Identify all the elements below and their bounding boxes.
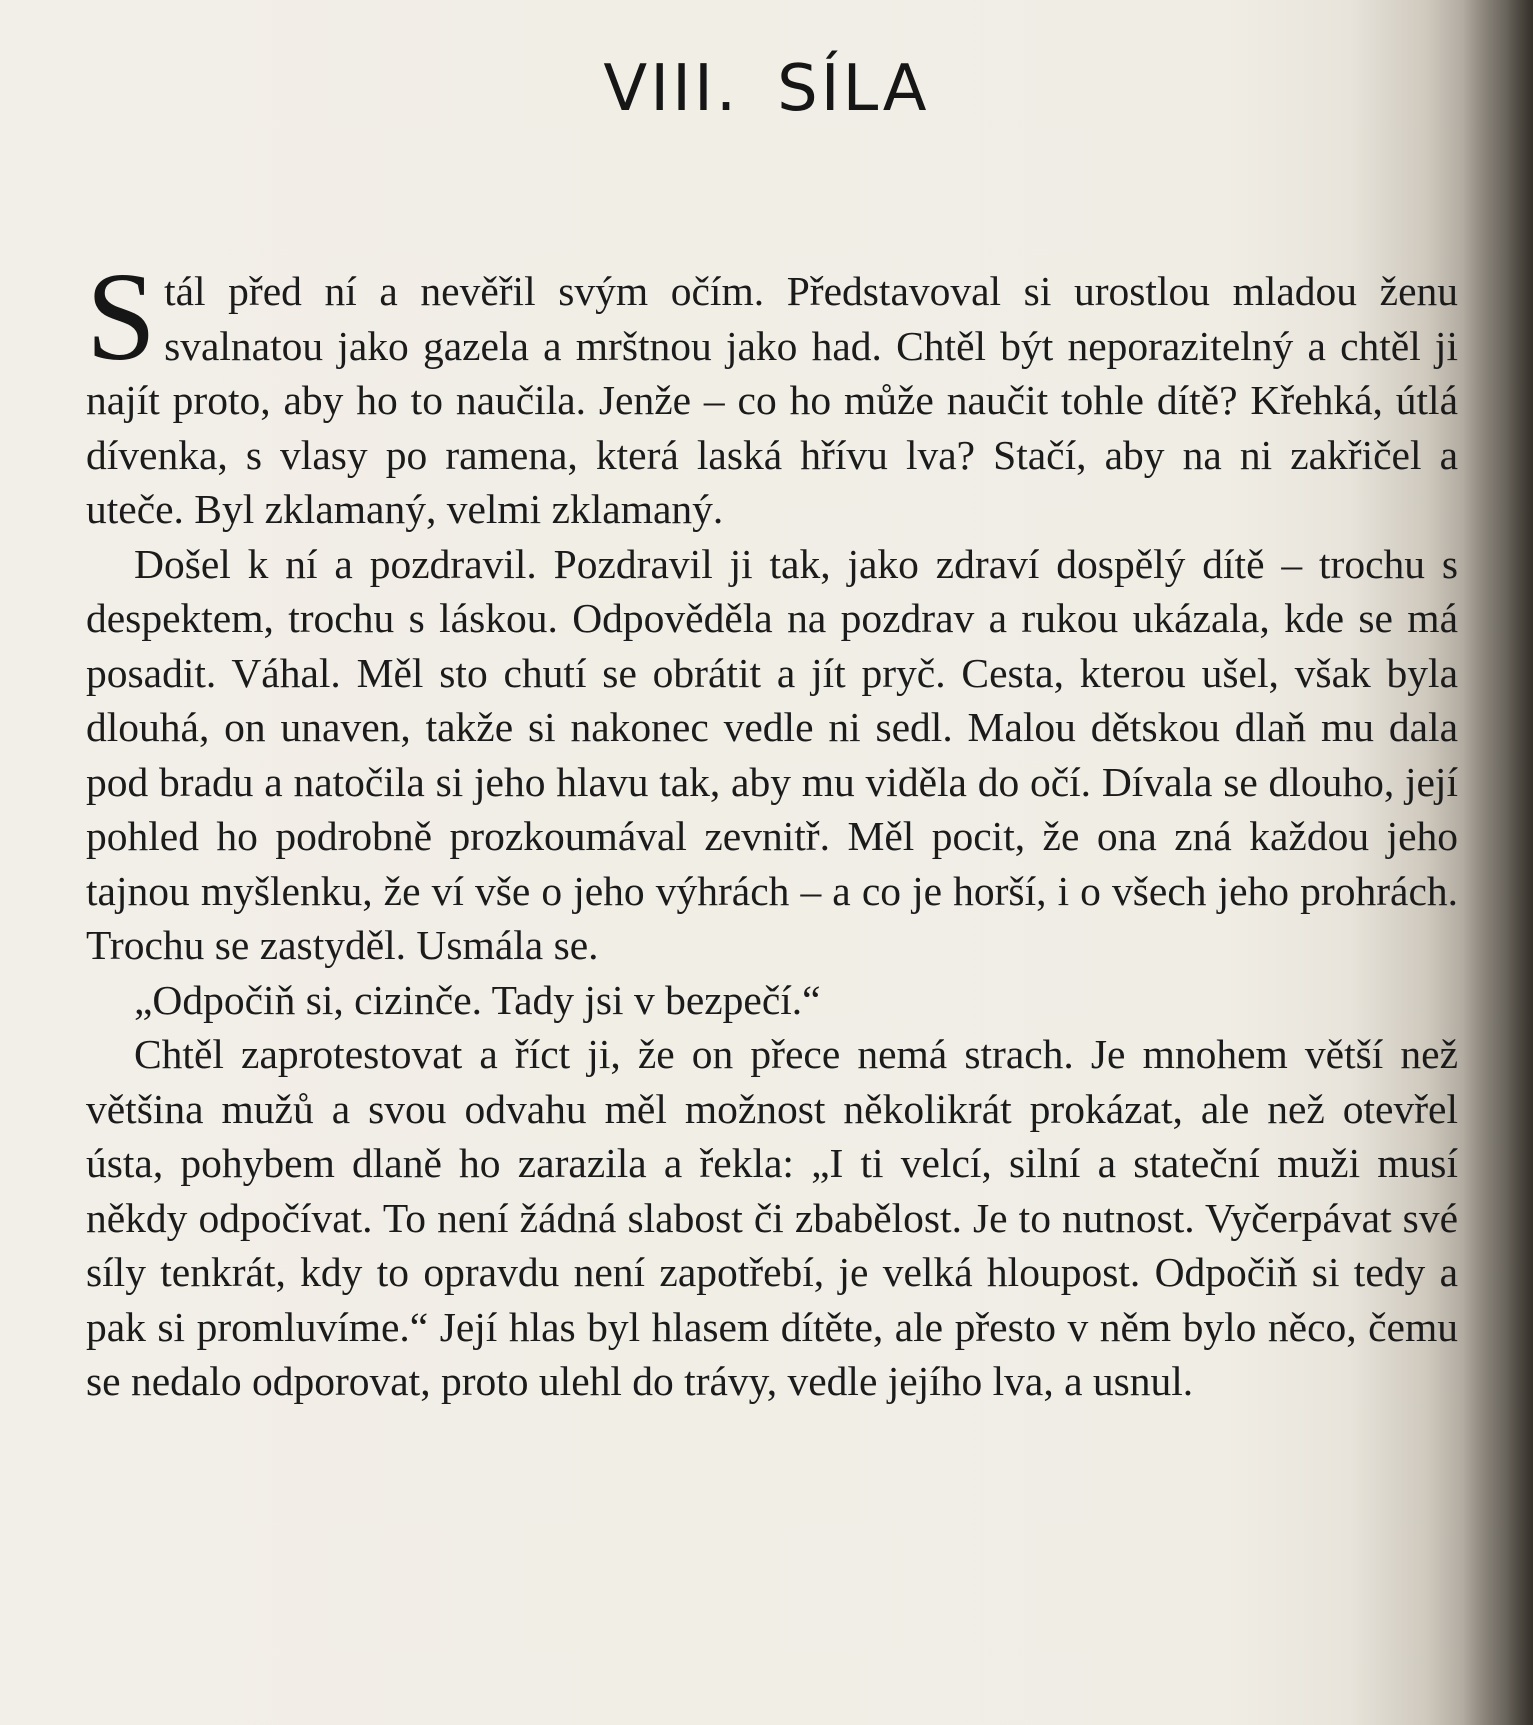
paragraph-1 xyxy=(86,248,1458,537)
chapter-number: VIII. xyxy=(603,52,740,126)
paragraph-3: „Odpočiň si, cizinče. Tady jsi v bezpečí.“ xyxy=(134,976,821,1023)
chapter-name: SÍLA xyxy=(777,52,930,126)
chapter-title xyxy=(0,52,1533,126)
drop-cap: S xyxy=(86,248,157,387)
paragraph-4: Chtěl zaprotestovat a říct ji, že on přece nemá strach. Je mnohem větší než většina mužů a svou odvahu měl možnost několikrát prokázat, ale než otevřel ústa, pohybem dlaně ho zarazila a řekla: „I ti velcí, silní a stateční muži musí někdy odpočívat. To není žádná slabost či zbabělost. Je to nutnost. Vyčerpávat své síly tenkrát, kdy to opravdu není zapotřebí, je velká hloupost. Odpočiň si tedy a pak si promluvíme.“ Její hlas byl hlasem dítěte, ale přesto v něm bylo něco, čemu se nedalo odporovat, proto ulehl do trávy, vedle jejího lva, a usnul. xyxy=(86,1031,1458,1404)
paragraph-1-text: tál před ní a nevěřil svým očím. Představoval si urostlou mladou ženu svalnatou jako gazela a mrštnou jako had. Chtěl být neporazitelný a chtěl ji najít proto, aby ho to naučila. Jenže – co ho může naučit tohle dítě? Křehká, útlá dívenka, s vlasy po ramena, která laská hřívu lva? Stačí, aby na ni zakřičel a uteče. Byl zklamaný, velmi zklamaný. xyxy=(86,268,1458,532)
page-gutter-shadow xyxy=(1463,0,1533,1725)
paragraph-2: Došel k ní a pozdravil. Pozdravil ji tak, jako zdraví dospělý dítě – trochu s despektem, trochu s láskou. Odpověděla na pozdrav a rukou ukázala, kde se má posadit. Váhal. Měl sto chutí se obrátit a jít pryč. Cesta, kterou ušel, však byla dlouhá, on unaven, takže si nakonec vedle ni sedl. Malou dětskou dlaň mu dala pod bradu a natočila si jeho hlavu tak, aby mu viděla do očí. Dívala se dlouho, její pohled ho podrobně prozkoumával zevnitř. Měl pocit, že ona zná každou jeho tajnou myšlenku, že ví vše o jeho výhrách – a co je horší, i o všech jeho prohrách. Trochu se zastyděl. Usmála se. xyxy=(86,540,1458,968)
chapter-body xyxy=(86,248,1458,1409)
